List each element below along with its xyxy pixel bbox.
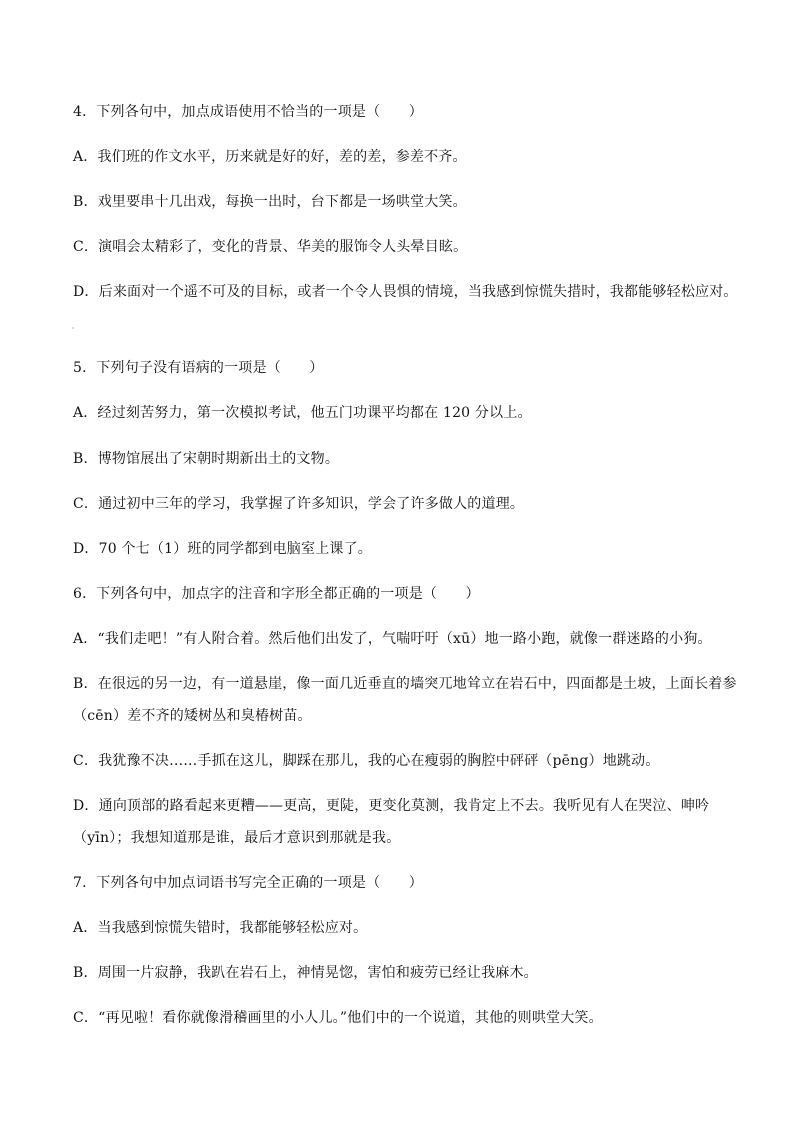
question-6-stem: 6．下列各句中，加点字的注音和字形全都正确的一项是（ ）: [73, 586, 480, 602]
question-4-option-c: C．演唱会太精彩了，变化的背景、华美的服饰令人头晕目眩。: [73, 239, 468, 255]
question-6-option-a: A．“我们走吧！”有人附合着。然后他们出发了，气喘吁吁（xū）地一路小跑，就像一群迷路的小狗。: [73, 631, 712, 647]
stray-dot: [72, 327, 74, 329]
question-5-option-d: D．70 个七（1）班的同学都到电脑室上课了。: [73, 541, 372, 557]
question-5-option-b: B．博物馆展出了宋朝时期新出土的文物。: [73, 451, 340, 467]
question-6-option-b: B．在很远的另一边，有一道悬崖，像一面几近垂直的墙突兀地耸立在岩石中，四面都是土坡，上面长着参: [73, 676, 737, 692]
question-4-stem: 4．下列各句中，加点成语使用不恰当的一项是（ ）: [73, 104, 423, 120]
question-6-option-c: C．我犹豫不决……手抓在这儿，脚踩在那儿，我的心在瘦弱的胸腔中砰砰（pēng）地跳动。: [73, 753, 660, 769]
question-7-option-b: B．周围一片寂静，我趴在岩石上，神情晃惚，害怕和疲劳已经让我麻木。: [73, 965, 538, 981]
question-5-stem: 5．下列句子没有语病的一项是（ ）: [73, 360, 324, 376]
question-6-option-d: D．通向顶部的路看起来更糟——更高，更陡，更变化莫测，我肯定上不去。我听见有人在哭泣、呻吟: [73, 798, 710, 814]
question-6-option-b-continued: （cēn）差不齐的矮树丛和臭椿树苗。: [73, 708, 312, 724]
question-5-option-c: C．通过初中三年的学习，我掌握了许多知识，学会了许多做人的道理。: [73, 496, 525, 512]
question-5-option-a: A．经过刻苦努力，第一次模拟考试，他五门功课平均都在 120 分以上。: [73, 405, 532, 421]
question-4-option-d: D．后来面对一个遥不可及的目标，或者一个令人畏惧的情境，当我感到惊慌失措时，我都能够轻松应对。: [73, 284, 738, 300]
question-6-option-d-continued: （yīn）；我想知道那是谁，最后才意识到那就是我。: [73, 830, 401, 846]
question-7-option-a: A．当我感到惊慌失错时，我都能够轻松应对。: [73, 920, 368, 936]
question-7-option-c: C．“再见啦！看你就像滑稽画里的小人儿。”他们中的一个说道，其他的则哄堂大笑。: [73, 1010, 603, 1026]
question-4-option-a: A．我们班的作文水平，历来就是好的好，差的差，参差不齐。: [73, 149, 467, 165]
question-7-stem: 7．下列各句中加点词语书写完全正确的一项是（ ）: [73, 875, 423, 891]
question-4-option-b: B．戏里要串十几出戏，每换一出时，台下都是一场哄堂大笑。: [73, 194, 467, 210]
